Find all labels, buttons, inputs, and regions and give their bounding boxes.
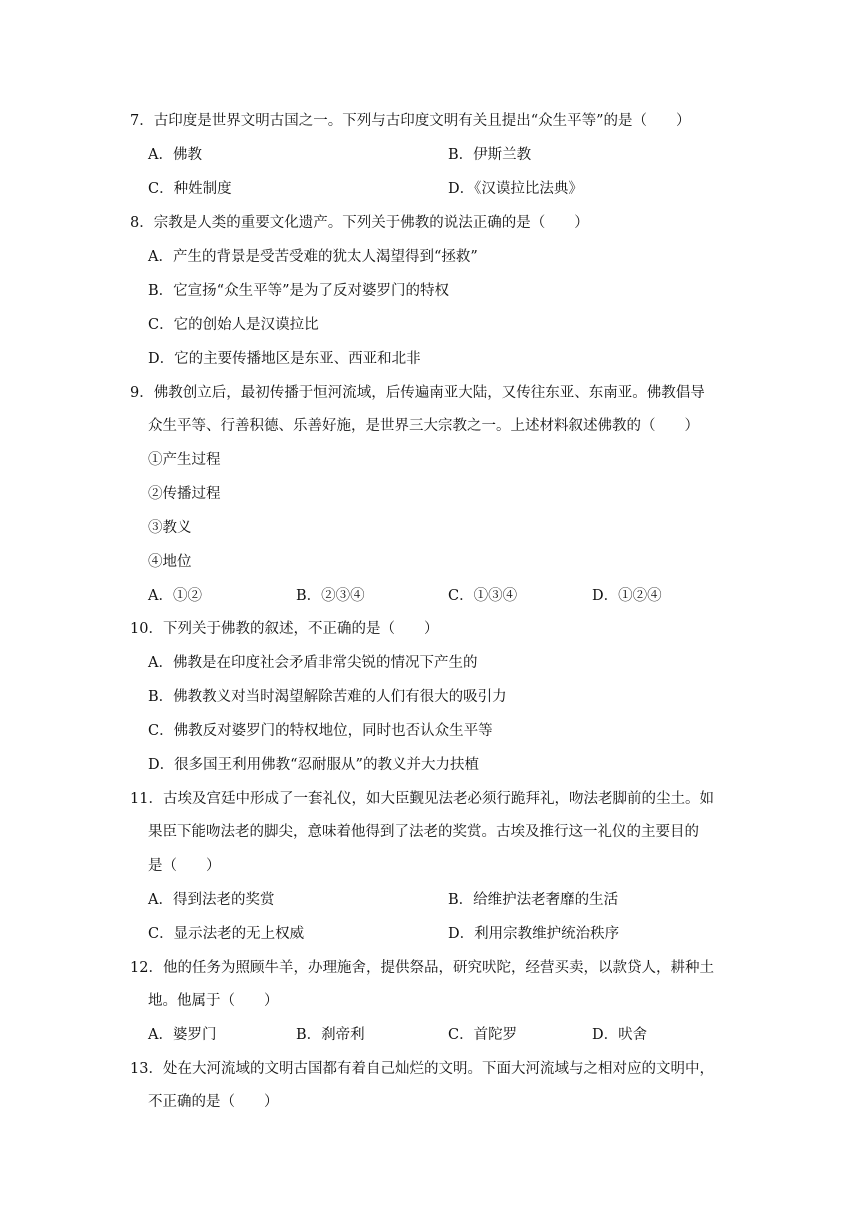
question-10-option-d: D．很多国王利用佛教“忍耐服从”的教义并大力扶植: [148, 757, 479, 773]
question-11-stem-line-1: 11．古埃及宫廷中形成了一套礼仪，如大臣觐见法老必须行跪拜礼，吻法老脚前的尘土。如: [130, 791, 714, 807]
question-11-option-d: D．利用宗教维护统治秩序: [448, 926, 620, 942]
question-13-stem-line-1: 13．处在大河流域的文明古国都有着自己灿烂的文明。下面大河流域与之相对应的文明中，: [130, 1061, 714, 1077]
question-11-option-b: B．给维护法老奢靡的生活: [448, 892, 619, 908]
question-9-item-4: ④地位: [148, 554, 192, 570]
question-7-option-b: B．伊斯兰教: [448, 147, 532, 163]
question-9-item-1: ①产生过程: [148, 452, 221, 468]
question-7-option-d: D．《汉谟拉比法典》: [448, 181, 583, 197]
question-7-option-a: A．佛教: [148, 147, 202, 163]
question-12-option-b: B．刹帝利: [296, 1027, 365, 1043]
question-11-stem-line-2: 果臣下能吻法老的脚尖，意味着他得到了法老的奖赏。古埃及推行这一礼仪的主要目的: [148, 824, 699, 840]
question-10-stem: 10．下列关于佛教的叙述，不正确的是（ ）: [130, 621, 439, 637]
question-12-option-d: D．吠舍: [592, 1027, 648, 1043]
question-9-option-b: B．②③④: [296, 588, 365, 604]
question-7-stem: 7．古印度是世界文明古国之一。下列与古印度文明有关且提出“众生平等”的是（ ）: [130, 113, 691, 129]
question-9-option-a: A．①②: [148, 588, 202, 604]
question-9-item-3: ③教义: [148, 520, 192, 536]
question-12-option-c: C．首陀罗: [448, 1027, 518, 1043]
question-9-stem-line-1: 9．佛教创立后，最初传播于恒河流域，后传遍南亚大陆，又传往东亚、东南亚。佛教倡导: [130, 385, 705, 401]
question-9-option-d: D．①②④: [592, 588, 662, 604]
question-10-option-a: A．佛教是在印度社会矛盾非常尖锐的情况下产生的: [148, 655, 478, 671]
question-11-option-a: A．得到法老的奖赏: [148, 892, 275, 908]
question-8-option-a: A．产生的背景是受苦受难的犹太人渴望得到“拯救”: [148, 249, 478, 265]
question-9-option-c: C．①③④: [448, 588, 518, 604]
question-13-stem-line-2: 不正确的是（ ）: [148, 1094, 279, 1110]
question-12-option-a: A．婆罗门: [148, 1027, 217, 1043]
question-8-stem: 8．宗教是人类的重要文化遗产。下列关于佛教的说法正确的是（ ）: [130, 215, 589, 231]
question-11-stem-line-3: 是（ ）: [148, 858, 221, 874]
question-10-option-b: B．佛教教义对当时渴望解除苦难的人们有很大的吸引力: [148, 689, 507, 705]
question-10-option-c: C．佛教反对婆罗门的特权地位，同时也否认众生平等: [148, 723, 493, 739]
question-9-stem-line-2: 众生平等、行善积德、乐善好施，是世界三大宗教之一。上述材料叙述佛教的（ ）: [148, 418, 699, 434]
question-12-stem-line-2: 地。他属于（ ）: [148, 993, 279, 1009]
question-11-option-c: C．显示法老的无上权威: [148, 926, 305, 942]
question-8-option-b: B．它宣扬“众生平等”是为了反对婆罗门的特权: [148, 283, 449, 299]
question-12-stem-line-1: 12．他的任务为照顾牛羊，办理施舍，提供祭品，研究吠陀，经营买卖，以款贷人，耕种土: [130, 960, 714, 976]
question-8-option-d: D．它的主要传播地区是东亚、西亚和北非: [148, 351, 421, 367]
question-9-item-2: ②传播过程: [148, 486, 221, 502]
question-8-option-c: C．它的创始人是汉谟拉比: [148, 317, 319, 333]
question-7-option-c: C．种姓制度: [148, 181, 232, 197]
